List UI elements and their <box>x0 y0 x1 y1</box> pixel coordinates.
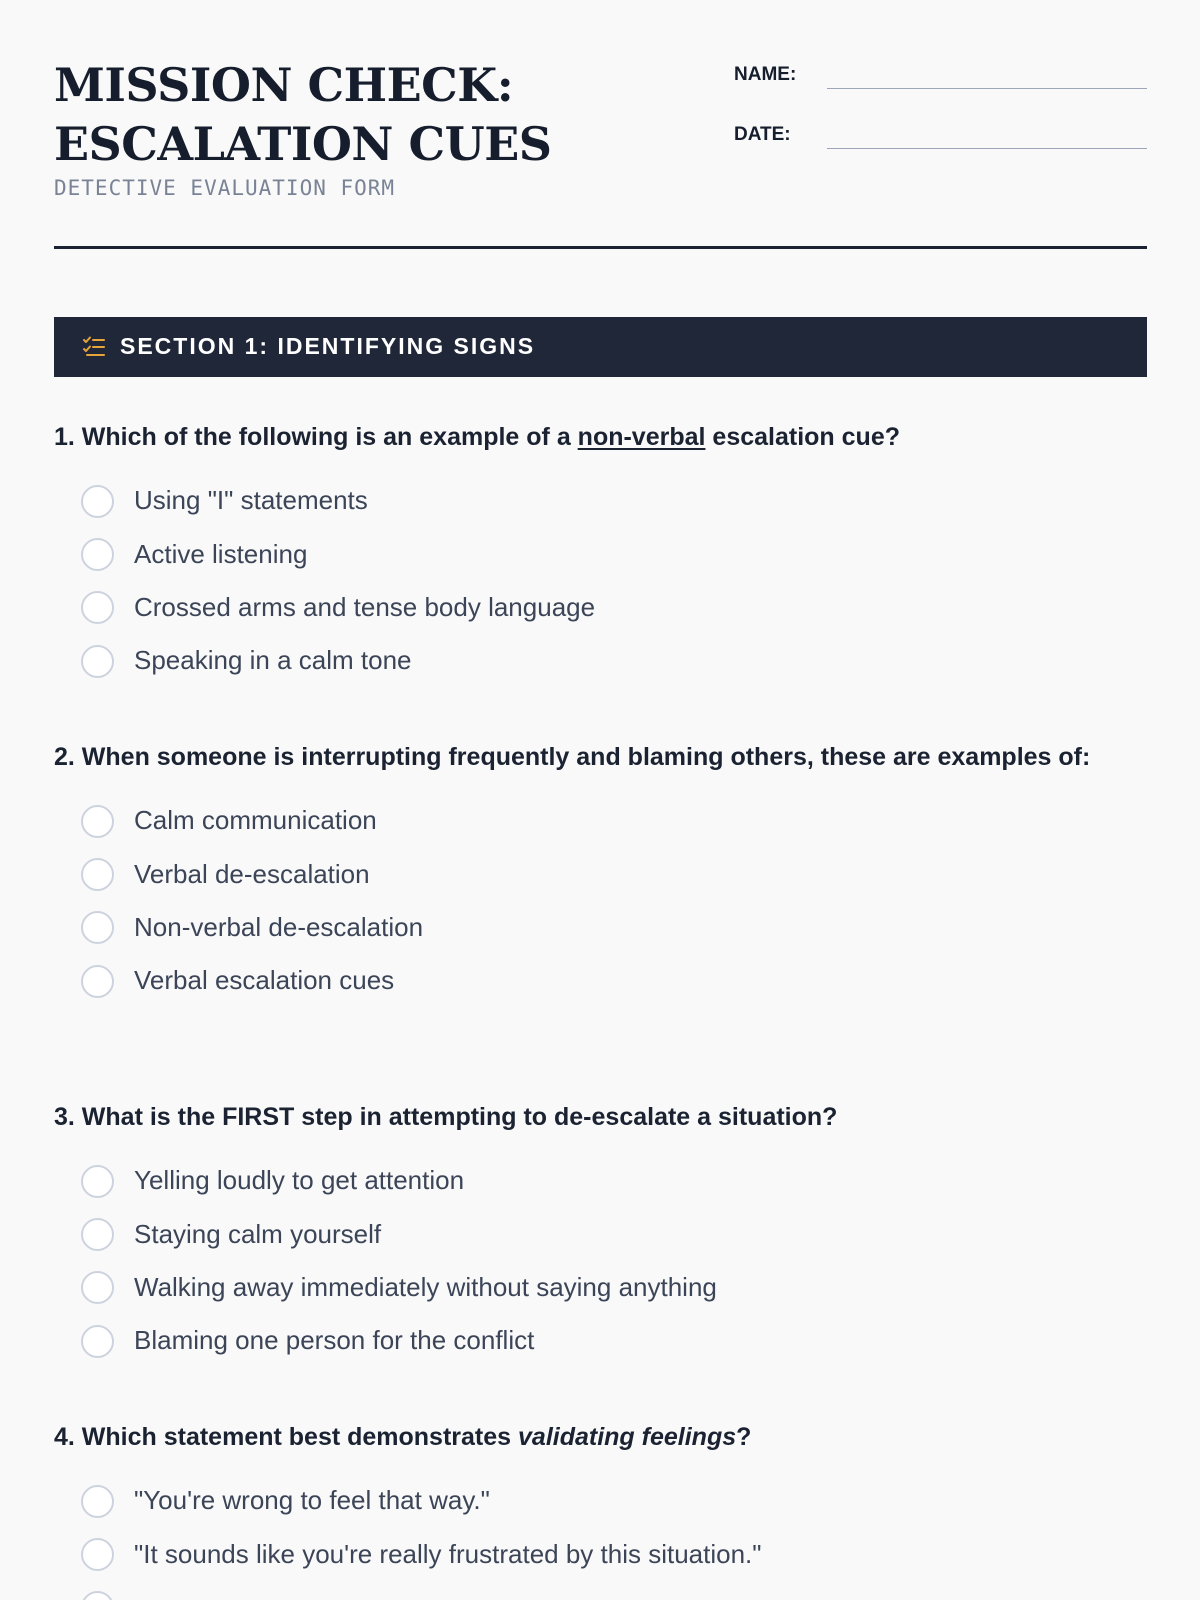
date-label: DATE: <box>734 124 791 145</box>
radio-button[interactable] <box>81 1271 114 1304</box>
radio-button[interactable] <box>81 1218 114 1251</box>
radio-button[interactable] <box>81 965 114 998</box>
answer-option[interactable] <box>54 1314 1147 1367</box>
answer-label: "It sounds like you're really frustrated by this situation." <box>134 1538 762 1569</box>
name-field[interactable] <box>827 88 1147 89</box>
question-4-options <box>54 1474 1147 1600</box>
question-2-options <box>54 794 1147 1008</box>
question-4-text <box>54 1417 1147 1457</box>
checklist-icon <box>82 335 106 359</box>
answer-option[interactable] <box>54 847 1147 900</box>
question-4-suffix: ? <box>736 1423 752 1451</box>
answer-label: Verbal de-escalation <box>134 858 370 889</box>
answer-label: Blaming one person for the conflict <box>134 1325 535 1356</box>
name-label: NAME: <box>734 64 797 85</box>
section-title: SECTION 1: IDENTIFYING SIGNS <box>120 333 536 359</box>
answer-option[interactable] <box>54 901 1147 954</box>
answer-option[interactable] <box>54 527 1147 580</box>
question-2-text: 2. When someone is interrupting frequently and blaming others, these are examples of: <box>54 743 1091 771</box>
question-1-prefix: 1. Which of the following is an example of a <box>54 423 578 451</box>
question-1-text <box>54 417 1147 457</box>
form-title <box>54 56 552 174</box>
question-1-options <box>54 474 1147 688</box>
answer-option[interactable] <box>54 794 1147 847</box>
answer-option[interactable] <box>54 1207 1147 1260</box>
radio-button[interactable] <box>81 1591 114 1600</box>
radio-button[interactable] <box>81 645 114 678</box>
radio-button[interactable] <box>81 1485 114 1518</box>
answer-option[interactable] <box>54 474 1147 527</box>
answer-option[interactable] <box>54 1581 1147 1600</box>
answer-label: Yelling loudly to get attention <box>134 1165 465 1196</box>
question-1-suffix: escalation cue? <box>705 423 900 451</box>
answer-label: Walking away immediately without saying anything <box>134 1271 717 1302</box>
header-divider <box>54 246 1147 249</box>
radio-button[interactable] <box>81 911 114 944</box>
radio-button[interactable] <box>81 1325 114 1358</box>
answer-option[interactable] <box>54 1474 1147 1527</box>
radio-button[interactable] <box>81 485 114 518</box>
question-3 <box>54 1097 1147 1368</box>
answer-label: "You're wrong to feel that way." <box>134 1485 490 1516</box>
name-row <box>734 56 1147 96</box>
question-1 <box>54 417 1147 688</box>
form-header <box>54 0 1147 250</box>
question-3-text: 3. What is the FIRST step in attempting to de-escalate a situation? <box>54 1103 838 1131</box>
question-4 <box>54 1417 1147 1600</box>
answer-option[interactable] <box>54 1261 1147 1314</box>
answer-option[interactable] <box>54 634 1147 687</box>
section-header <box>54 317 1147 377</box>
answer-option[interactable] <box>54 954 1147 1007</box>
date-row <box>734 116 1147 156</box>
form-title-line-2: ESCALATION CUES <box>54 117 552 171</box>
radio-button[interactable] <box>81 1538 114 1571</box>
answer-label: Speaking in a calm tone <box>134 645 412 676</box>
answer-label: Using "I" statements <box>134 485 368 516</box>
question-1-emphasis: non-verbal <box>577 423 706 451</box>
date-field[interactable] <box>827 148 1147 149</box>
radio-button[interactable] <box>81 538 114 571</box>
radio-button[interactable] <box>81 858 114 891</box>
answer-label: Active listening <box>134 538 308 569</box>
answer-label: Verbal escalation cues <box>134 965 395 996</box>
answer-label: Staying calm yourself <box>134 1218 382 1249</box>
answer-option[interactable] <box>54 1154 1147 1207</box>
answer-label: Calm communication <box>134 805 377 836</box>
form-subtitle: DETECTIVE EVALUATION FORM <box>54 176 396 200</box>
radio-button[interactable] <box>81 805 114 838</box>
form-title-line-1: MISSION CHECK: <box>54 58 514 112</box>
question-3-options <box>54 1154 1147 1368</box>
radio-button[interactable] <box>81 1165 114 1198</box>
answer-option[interactable] <box>54 581 1147 634</box>
evaluation-form <box>54 0 1147 1600</box>
question-2 <box>54 737 1147 1008</box>
answer-label: Crossed arms and tense body language <box>134 591 596 622</box>
answer-option[interactable] <box>54 1527 1147 1580</box>
answer-label: Non-verbal de-escalation <box>134 911 424 942</box>
question-4-prefix: 4. Which statement best demonstrates <box>54 1423 519 1451</box>
question-4-emphasis: validating feelings <box>518 1423 737 1451</box>
radio-button[interactable] <box>81 591 114 624</box>
